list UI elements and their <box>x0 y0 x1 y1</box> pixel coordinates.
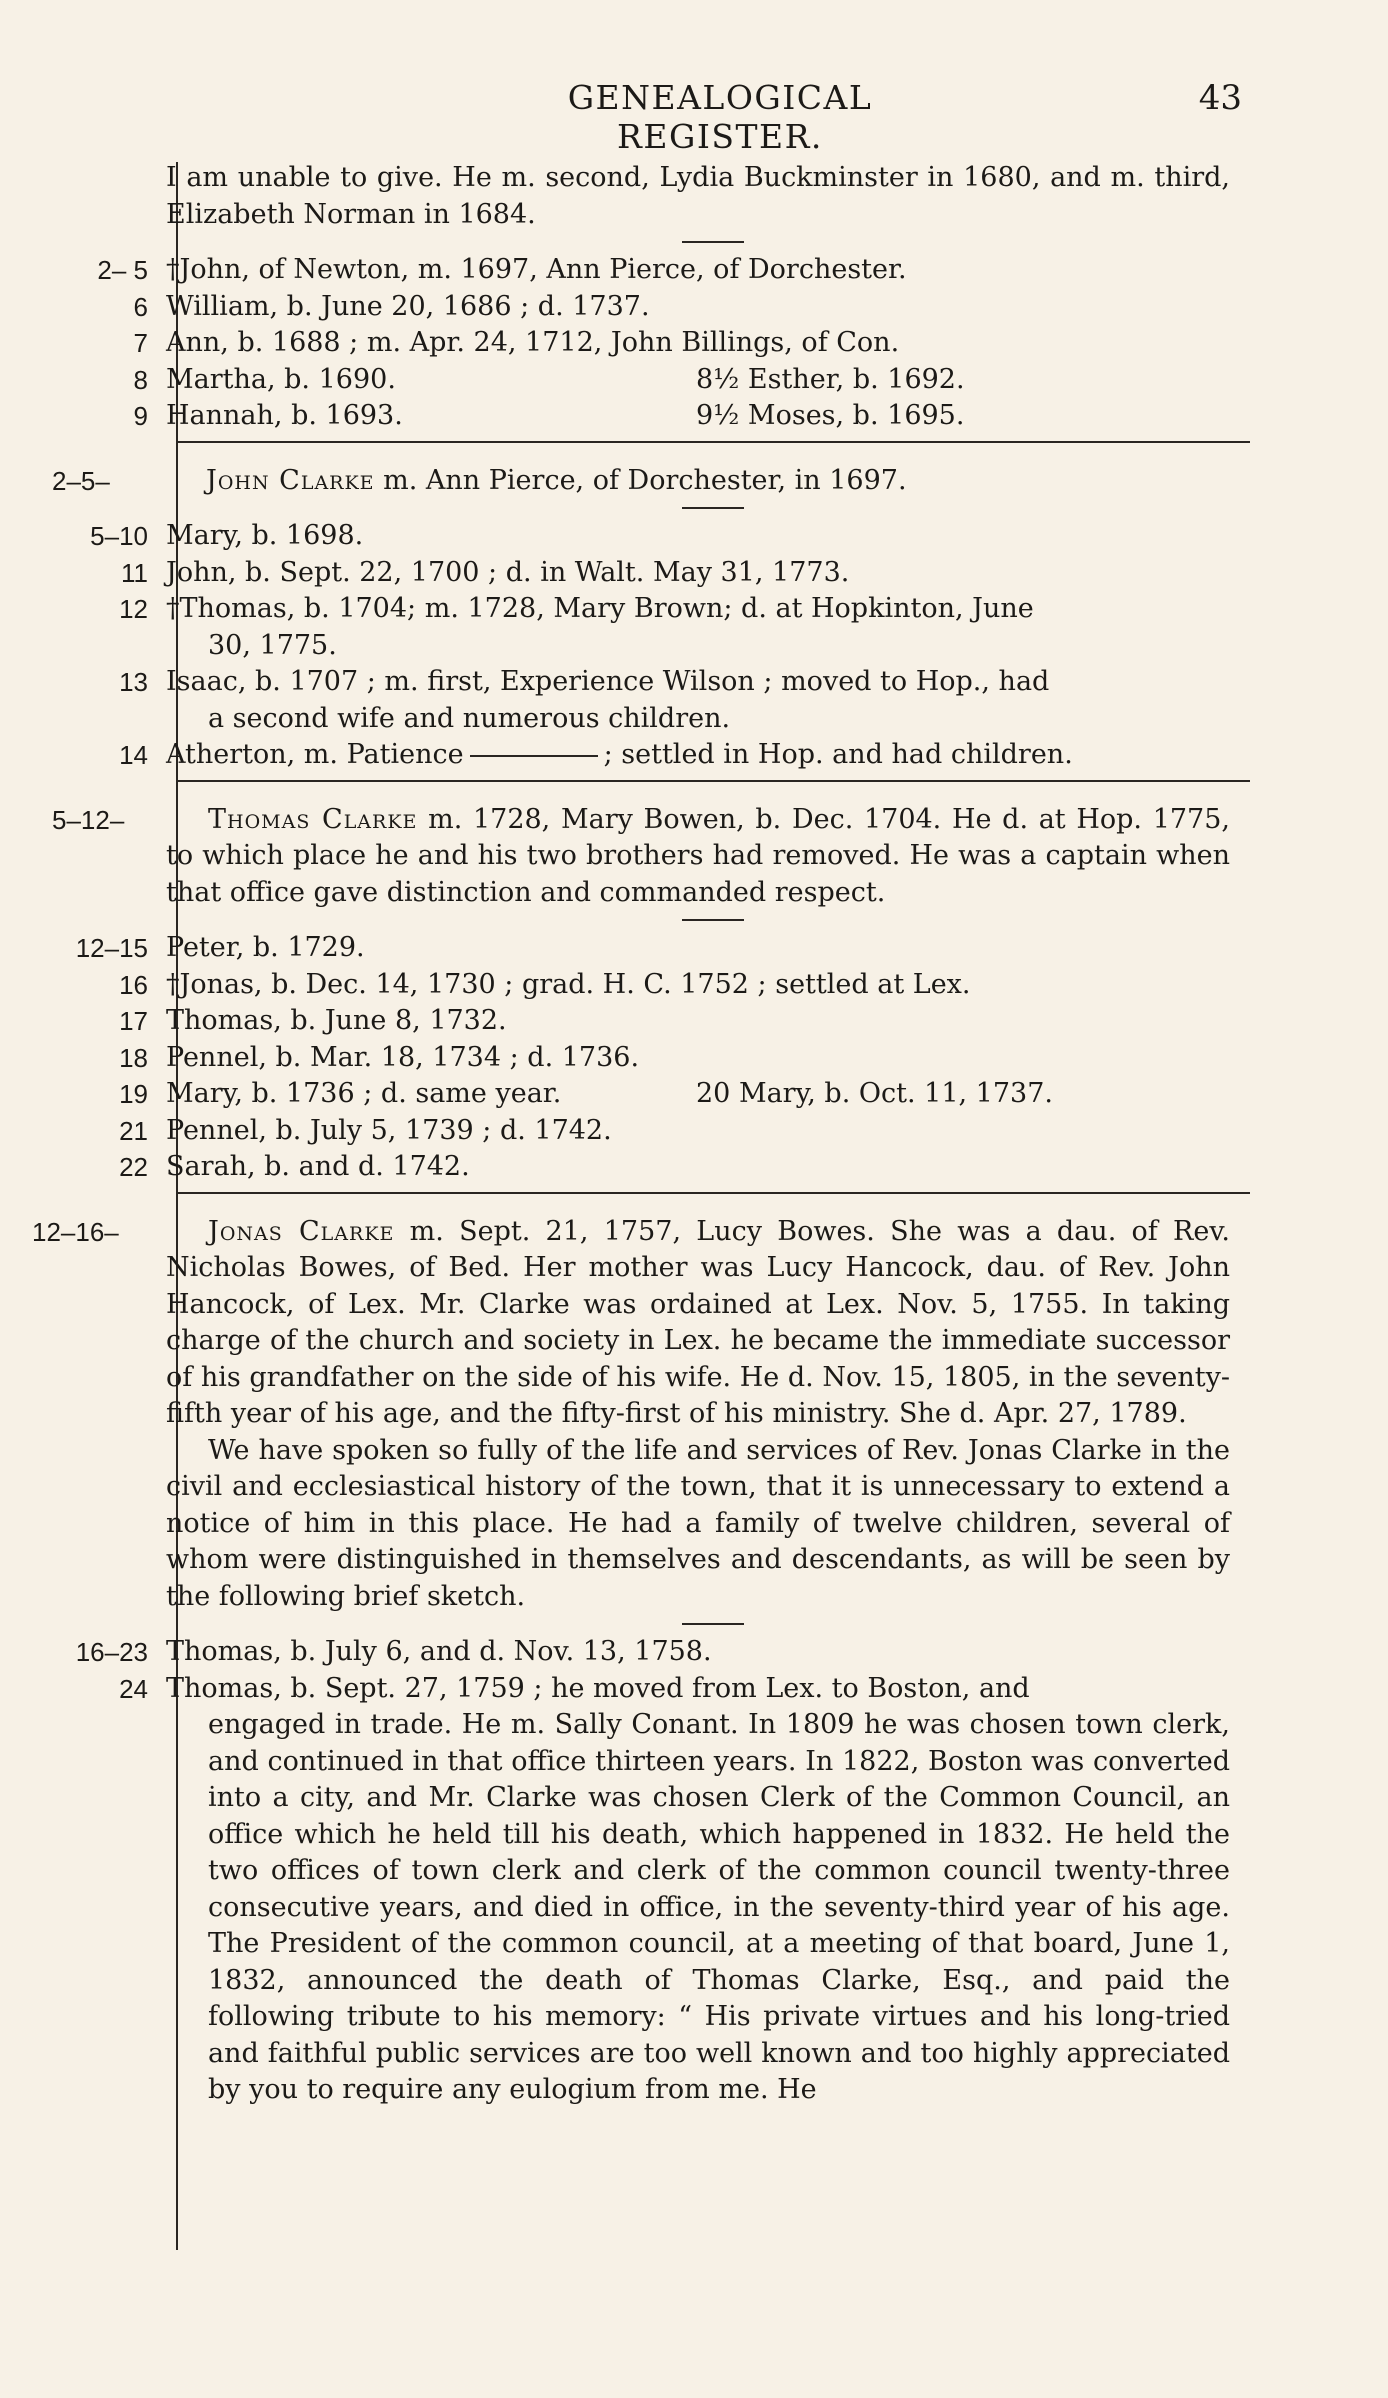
family-number: 5–12– <box>52 804 125 835</box>
entry-text: Thomas, b. July 6, and d. Nov. 13, 1758. <box>166 1636 712 1667</box>
family-heading: 12–16– Jonas Clarke m. Sept. 21, 1757, Lucy Bowes. She was a dau. of Rev. Nicholas Bowes, of Bed. Her mother was Lucy Hancock, dau. of Rev. John Hancock, of Lex. Mr. Clarke was ordained at Lex. Nov. 5, 1755. In taking charge of the church and society in Lex. he became the immediate successor of his grandfather on the side of his wife. He d. Nov. 15, 1805, in the seventy-fifth year of his age, and the fifty-first of his ministry. She d. Apr. 27, 1789. <box>0 1214 1388 1433</box>
entry-row <box>0 1040 1388 1077</box>
entry-text: †Thomas, b. 1704; m. 1728, Mary Brown; d. at Hopkinton, June <box>166 593 1034 624</box>
entry-number: 21 <box>119 1115 148 1146</box>
entry-text: †Jonas, b. Dec. 14, 1730 ; grad. H. C. 1752 ; settled at Lex. <box>166 968 971 1000</box>
short-rule <box>682 507 744 509</box>
page-number: 43 <box>1198 78 1242 118</box>
register-content <box>0 160 1388 2109</box>
entry-row <box>0 362 1388 399</box>
short-rule <box>682 919 744 921</box>
short-rule <box>682 1623 744 1625</box>
intro-paragraph: I am unable to give. He m. second, Lydia Buckminster in 1680, and m. third, Elizabeth Norman in 1684. <box>166 162 1230 230</box>
entry-text: Atherton, m. Patience <box>166 739 464 770</box>
entry-row <box>0 1113 1388 1150</box>
head-name: Jonas Clarke <box>208 1215 395 1247</box>
entry-text: Martha, b. 1690. <box>166 363 396 395</box>
entry-number: 9 <box>133 401 148 431</box>
entry-row <box>0 398 1388 435</box>
entry-number: 12–15 <box>75 933 148 963</box>
entry-number: 5–10 <box>90 521 148 551</box>
entry-number: 11 <box>121 557 148 588</box>
entry-number: 12 <box>119 594 148 624</box>
entry-row <box>0 1671 1388 2109</box>
entry-row <box>0 555 1388 592</box>
entry-number: 13 <box>119 667 148 697</box>
entry-text: Isaac, b. 1707 ; m. first, Experience Wilson ; moved to Hop., had <box>166 666 1050 697</box>
entry-number: 14 <box>119 740 148 770</box>
entry-row <box>0 591 1388 664</box>
entry-number: 2– 5 <box>97 255 148 285</box>
family-heading: 2–5– John Clarke m. Ann Pierce, of Dorchester, in 1697. <box>0 463 1388 500</box>
entry-number: 16 <box>119 969 148 1000</box>
entry-text: †John, of Newton, m. 1697, Ann Pierce, of Dorchester. <box>166 254 907 285</box>
entry-number: 24 <box>119 1673 148 1704</box>
head-name: John Clarke <box>206 464 375 496</box>
entry-text: John, b. Sept. 22, 1700 ; d. in Walt. May 31, 1773. <box>166 556 850 588</box>
entry-row <box>0 737 1388 774</box>
entry-text: Pennel, b. Mar. 18, 1734 ; d. 1736. <box>166 1041 640 1073</box>
section-rule <box>176 441 1250 443</box>
entry-text: Thomas, b. June 8, 1732. <box>166 1005 507 1036</box>
head-name: Thomas Clarke <box>208 803 418 835</box>
entry-text: Sarah, b. and d. 1742. <box>166 1151 470 1182</box>
entry-row <box>0 1634 1388 1671</box>
entry-text: Thomas, b. Sept. 27, 1759 ; he moved from Lex. to Boston, and <box>166 1672 1030 1704</box>
family-number: 2–5– <box>52 465 110 496</box>
entry-row <box>0 289 1388 326</box>
entry-row <box>0 930 1388 967</box>
entry-number: 19 <box>119 1079 148 1109</box>
family-number: 12–16– <box>32 1216 119 1247</box>
entry-number: 16–23 <box>75 1637 148 1667</box>
entry-number: 22 <box>119 1152 148 1182</box>
entry-text-cont: engaged in trade. He m. Sally Conant. In 1809 he was chosen town clerk, and continued in that office thirteen years. In 1822, Boston was converted into a city, and Mr. Clarke was chosen Clerk of the Common Council, an office which he held till his death, which happened in 1832. He held the two offices of town clerk and clerk of the common council twenty-three consecutive years, and died in office, in the seventy-third year of his age. The President of the common council, at a meeting of that board, June 1, 1832, announced the death of Thomas Clarke, Esq., and paid the following tribute to his memory: “ His private virtues and his long-tried and faithful public services are too well known and too highly appreciated by you to require any eulogium from me. He <box>208 1709 1230 2105</box>
entry-number: 8 <box>133 364 148 395</box>
entry-text: Pennel, b. July 5, 1739 ; d. 1742. <box>166 1114 612 1146</box>
family-heading: 5–12– Thomas Clarke m. 1728, Mary Bowen, b. Dec. 1704. He d. at Hop. 1775, to which place he and his two brothers had removed. He was a captain when that office gave distinction and commanded respect. <box>0 802 1388 912</box>
entry-row <box>0 518 1388 555</box>
biography-paragraph: We have spoken so fully of the life and services of Rev. Jonas Clarke in the civil and ecclesiastical history of the town, that it is unnecessary to extend a notice of him in this place. He had a family of twelve children, several of whom were distinguished in themselves and descendants, as will be seen by the following brief sketch. <box>166 1434 1230 1612</box>
entry-row <box>0 1076 1388 1113</box>
running-header: GENEALOGICAL REGISTER. <box>567 78 873 156</box>
section-rule <box>176 1192 1250 1194</box>
entry-text: William, b. June 20, 1686 ; d. 1737. <box>166 290 650 322</box>
section-rule <box>176 780 1250 782</box>
entry-row <box>0 252 1388 289</box>
entry-text-after: ; settled in Hop. and had children. <box>603 739 1073 770</box>
entry-text-cont: a second wife and numerous children. <box>208 702 731 734</box>
blank-dash <box>470 755 598 757</box>
entry-text: Mary, b. 1698. <box>166 520 364 551</box>
entry-row <box>0 325 1388 362</box>
entry-number: 17 <box>119 1006 148 1036</box>
entry-row <box>0 664 1388 737</box>
short-rule <box>682 241 744 243</box>
entry-text: Mary, b. 1736 ; d. same year. <box>166 1078 562 1109</box>
entry-row <box>0 1149 1388 1186</box>
entry-row <box>0 967 1388 1004</box>
entry-text-cont: 30, 1775. <box>208 629 337 661</box>
entry-number: 7 <box>133 328 148 358</box>
entry-text-extra: 8½ Esther, b. 1692. <box>696 363 965 395</box>
entry-number: 6 <box>133 291 148 322</box>
entry-text-extra: 20 Mary, b. Oct. 11, 1737. <box>696 1078 1053 1109</box>
entry-text: Ann, b. 1688 ; m. Apr. 24, 1712, John Billings, of Con. <box>166 327 900 358</box>
entry-text-extra: 9½ Moses, b. 1695. <box>696 400 965 431</box>
entry-row <box>0 1003 1388 1040</box>
entry-number: 18 <box>119 1042 148 1073</box>
entry-text: Peter, b. 1729. <box>166 932 365 963</box>
entry-text: Hannah, b. 1693. <box>166 400 403 431</box>
